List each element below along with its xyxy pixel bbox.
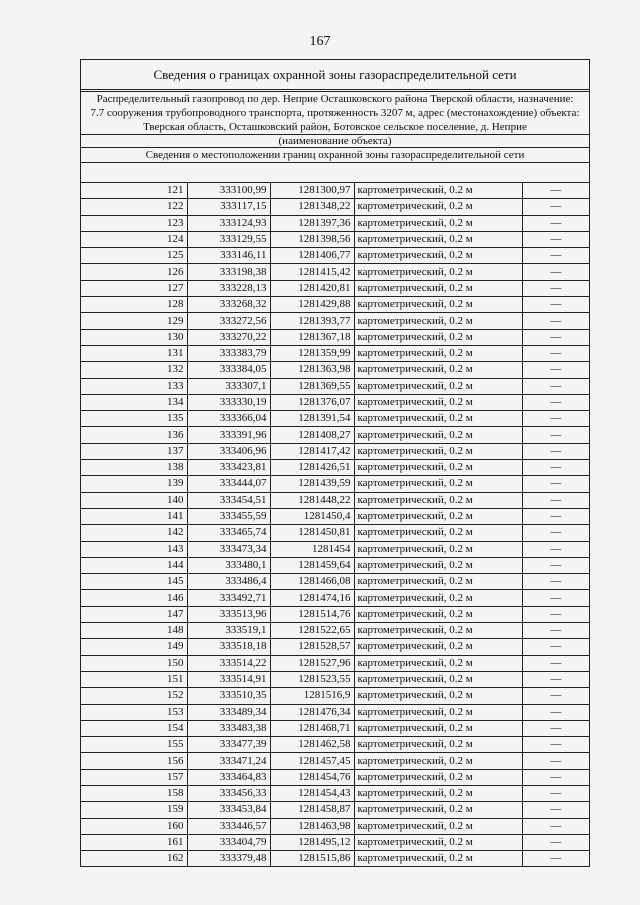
x-coordinate: 333198,38	[187, 264, 270, 280]
point-number: 161	[81, 834, 187, 850]
x-coordinate: 333129,55	[187, 231, 270, 247]
table-row	[81, 737, 589, 753]
accuracy-method: картометрический, 0.2 м	[354, 802, 522, 818]
y-coordinate: 1281457,45	[270, 753, 354, 769]
error-value: —	[522, 427, 589, 443]
accuracy-method: картометрический, 0.2 м	[354, 460, 522, 476]
table-row	[81, 492, 589, 508]
error-value: —	[522, 264, 589, 280]
error-value: —	[522, 411, 589, 427]
table-row	[81, 476, 589, 492]
point-number: 140	[81, 492, 187, 508]
y-coordinate: 1281523,55	[270, 671, 354, 687]
table-row	[81, 655, 589, 671]
table-row	[81, 329, 589, 345]
point-number: 135	[81, 411, 187, 427]
point-number: 132	[81, 362, 187, 378]
error-value: —	[522, 231, 589, 247]
accuracy-method: картометрический, 0.2 м	[354, 818, 522, 834]
y-coordinate: 1281426,51	[270, 460, 354, 476]
error-value: —	[522, 215, 589, 231]
accuracy-method: картометрический, 0.2 м	[354, 264, 522, 280]
table-row	[81, 851, 589, 867]
description-line: Распределительный газопровод по дер. Неприе Осташковского района Тверской области, назначение:	[96, 93, 574, 105]
x-coordinate: 333486,4	[187, 574, 270, 590]
point-number: 139	[81, 476, 187, 492]
y-coordinate: 1281514,76	[270, 606, 354, 622]
y-coordinate: 1281454	[270, 541, 354, 557]
table-row	[81, 313, 589, 329]
accuracy-method: картометрический, 0.2 м	[354, 362, 522, 378]
error-value: —	[522, 671, 589, 687]
x-coordinate: 333510,35	[187, 688, 270, 704]
point-number: 146	[81, 590, 187, 606]
point-number: 133	[81, 378, 187, 394]
error-value: —	[522, 362, 589, 378]
x-coordinate: 333465,74	[187, 525, 270, 541]
x-coordinate: 333384,05	[187, 362, 270, 378]
error-value: —	[522, 590, 589, 606]
y-coordinate: 1281391,54	[270, 411, 354, 427]
point-number: 126	[81, 264, 187, 280]
table-row	[81, 215, 589, 231]
section-title: Сведения о местоположении границ охранной зоны газораспределительной сети	[81, 148, 589, 163]
table-row	[81, 199, 589, 215]
description-line: Тверская область, Осташковский район, Ботовское сельское поселение, д. Неприе	[143, 121, 527, 133]
point-number: 160	[81, 818, 187, 834]
table-row	[81, 557, 589, 573]
point-number: 144	[81, 557, 187, 573]
table-row	[81, 394, 589, 410]
error-value: —	[522, 851, 589, 867]
accuracy-method: картометрический, 0.2 м	[354, 606, 522, 622]
y-coordinate: 1281420,81	[270, 280, 354, 296]
table-row	[81, 720, 589, 736]
x-coordinate: 333514,22	[187, 655, 270, 671]
accuracy-method: картометрический, 0.2 м	[354, 590, 522, 606]
x-coordinate: 333270,22	[187, 329, 270, 345]
y-coordinate: 1281300,97	[270, 183, 354, 199]
accuracy-method: картометрический, 0.2 м	[354, 851, 522, 867]
x-coordinate: 333307,1	[187, 378, 270, 394]
point-number: 127	[81, 280, 187, 296]
accuracy-method: картометрический, 0.2 м	[354, 623, 522, 639]
x-coordinate: 333272,56	[187, 313, 270, 329]
error-value: —	[522, 443, 589, 459]
accuracy-method: картометрический, 0.2 м	[354, 199, 522, 215]
accuracy-method: картометрический, 0.2 м	[354, 329, 522, 345]
error-value: —	[522, 378, 589, 394]
x-coordinate: 333464,83	[187, 769, 270, 785]
y-coordinate: 1281466,08	[270, 574, 354, 590]
table-row	[81, 623, 589, 639]
x-coordinate: 333453,84	[187, 802, 270, 818]
x-coordinate: 333455,59	[187, 508, 270, 524]
x-coordinate: 333446,57	[187, 818, 270, 834]
y-coordinate: 1281348,22	[270, 199, 354, 215]
table-row	[81, 834, 589, 850]
y-coordinate: 1281450,4	[270, 508, 354, 524]
object-description	[81, 92, 589, 135]
accuracy-method: картометрический, 0.2 м	[354, 313, 522, 329]
accuracy-method: картометрический, 0.2 м	[354, 378, 522, 394]
point-number: 129	[81, 313, 187, 329]
table-row	[81, 574, 589, 590]
accuracy-method: картометрический, 0.2 м	[354, 297, 522, 313]
error-value: —	[522, 623, 589, 639]
error-value: —	[522, 394, 589, 410]
y-coordinate: 1281527,96	[270, 655, 354, 671]
table-row	[81, 508, 589, 524]
x-coordinate: 333473,34	[187, 541, 270, 557]
point-number: 159	[81, 802, 187, 818]
x-coordinate: 333471,24	[187, 753, 270, 769]
table-row	[81, 280, 589, 296]
y-coordinate: 1281454,43	[270, 785, 354, 801]
x-coordinate: 333404,79	[187, 834, 270, 850]
y-coordinate: 1281415,42	[270, 264, 354, 280]
accuracy-method: картометрический, 0.2 м	[354, 525, 522, 541]
accuracy-method: картометрический, 0.2 м	[354, 639, 522, 655]
x-coordinate: 333519,1	[187, 623, 270, 639]
y-coordinate: 1281369,55	[270, 378, 354, 394]
error-value: —	[522, 606, 589, 622]
accuracy-method: картометрический, 0.2 м	[354, 737, 522, 753]
x-coordinate: 333100,99	[187, 183, 270, 199]
point-number: 130	[81, 329, 187, 345]
accuracy-method: картометрический, 0.2 м	[354, 427, 522, 443]
y-coordinate: 1281515,86	[270, 851, 354, 867]
error-value: —	[522, 785, 589, 801]
x-coordinate: 333228,13	[187, 280, 270, 296]
error-value: —	[522, 753, 589, 769]
accuracy-method: картометрический, 0.2 м	[354, 476, 522, 492]
error-value: —	[522, 557, 589, 573]
table-row	[81, 525, 589, 541]
point-number: 145	[81, 574, 187, 590]
point-number: 143	[81, 541, 187, 557]
y-coordinate: 1281522,65	[270, 623, 354, 639]
x-coordinate: 333483,38	[187, 720, 270, 736]
point-number: 137	[81, 443, 187, 459]
error-value: —	[522, 639, 589, 655]
x-coordinate: 333454,51	[187, 492, 270, 508]
error-value: —	[522, 720, 589, 736]
point-number: 154	[81, 720, 187, 736]
accuracy-method: картометрический, 0.2 м	[354, 671, 522, 687]
error-value: —	[522, 802, 589, 818]
x-coordinate: 333379,48	[187, 851, 270, 867]
point-number: 156	[81, 753, 187, 769]
coordinates-table	[81, 183, 589, 866]
x-coordinate: 333366,04	[187, 411, 270, 427]
point-number: 142	[81, 525, 187, 541]
point-number: 138	[81, 460, 187, 476]
table-row	[81, 769, 589, 785]
point-number: 162	[81, 851, 187, 867]
x-coordinate: 333391,96	[187, 427, 270, 443]
y-coordinate: 1281463,98	[270, 818, 354, 834]
error-value: —	[522, 688, 589, 704]
y-coordinate: 1281454,76	[270, 769, 354, 785]
point-number: 147	[81, 606, 187, 622]
table-row	[81, 802, 589, 818]
document-title: Сведения о границах охранной зоны газораспределительной сети	[81, 60, 589, 90]
accuracy-method: картометрический, 0.2 м	[354, 280, 522, 296]
accuracy-method: картометрический, 0.2 м	[354, 443, 522, 459]
table-row	[81, 264, 589, 280]
error-value: —	[522, 655, 589, 671]
error-value: —	[522, 541, 589, 557]
accuracy-method: картометрический, 0.2 м	[354, 541, 522, 557]
error-value: —	[522, 313, 589, 329]
table-row	[81, 785, 589, 801]
x-coordinate: 333444,07	[187, 476, 270, 492]
error-value: —	[522, 834, 589, 850]
header-gap	[81, 163, 589, 183]
accuracy-method: картометрический, 0.2 м	[354, 508, 522, 524]
y-coordinate: 1281417,42	[270, 443, 354, 459]
point-number: 123	[81, 215, 187, 231]
x-coordinate: 333480,1	[187, 557, 270, 573]
y-coordinate: 1281398,56	[270, 231, 354, 247]
point-number: 157	[81, 769, 187, 785]
error-value: —	[522, 574, 589, 590]
x-coordinate: 333423,81	[187, 460, 270, 476]
table-row	[81, 541, 589, 557]
table-row	[81, 606, 589, 622]
y-coordinate: 1281448,22	[270, 492, 354, 508]
table-row	[81, 427, 589, 443]
accuracy-method: картометрический, 0.2 м	[354, 769, 522, 785]
error-value: —	[522, 280, 589, 296]
accuracy-method: картометрический, 0.2 м	[354, 345, 522, 361]
accuracy-method: картометрический, 0.2 м	[354, 834, 522, 850]
y-coordinate: 1281468,71	[270, 720, 354, 736]
accuracy-method: картометрический, 0.2 м	[354, 394, 522, 410]
x-coordinate: 333383,79	[187, 345, 270, 361]
point-number: 141	[81, 508, 187, 524]
accuracy-method: картометрический, 0.2 м	[354, 655, 522, 671]
error-value: —	[522, 492, 589, 508]
table-row	[81, 231, 589, 247]
y-coordinate: 1281367,18	[270, 329, 354, 345]
x-coordinate: 333456,33	[187, 785, 270, 801]
x-coordinate: 333513,96	[187, 606, 270, 622]
x-coordinate: 333477,39	[187, 737, 270, 753]
description-line: 7.7 сооружения трубопроводного транспорта, протяженность 3207 м, адрес (местонахождение) объекта:	[90, 107, 580, 119]
point-number: 128	[81, 297, 187, 313]
point-number: 122	[81, 199, 187, 215]
page-number: 167	[309, 34, 331, 49]
y-coordinate: 1281458,87	[270, 802, 354, 818]
point-number: 148	[81, 623, 187, 639]
x-coordinate: 333268,32	[187, 297, 270, 313]
x-coordinate: 333492,71	[187, 590, 270, 606]
y-coordinate: 1281359,99	[270, 345, 354, 361]
error-value: —	[522, 460, 589, 476]
error-value: —	[522, 769, 589, 785]
error-value: —	[522, 737, 589, 753]
accuracy-method: картометрический, 0.2 м	[354, 704, 522, 720]
y-coordinate: 1281495,12	[270, 834, 354, 850]
accuracy-method: картометрический, 0.2 м	[354, 215, 522, 231]
x-coordinate: 333117,15	[187, 199, 270, 215]
y-coordinate: 1281450,81	[270, 525, 354, 541]
table-row	[81, 378, 589, 394]
error-value: —	[522, 248, 589, 264]
accuracy-method: картометрический, 0.2 м	[354, 785, 522, 801]
y-coordinate: 1281476,34	[270, 704, 354, 720]
point-number: 134	[81, 394, 187, 410]
point-number: 158	[81, 785, 187, 801]
point-number: 149	[81, 639, 187, 655]
x-coordinate: 333146,11	[187, 248, 270, 264]
error-value: —	[522, 704, 589, 720]
accuracy-method: картометрический, 0.2 м	[354, 688, 522, 704]
error-value: —	[522, 476, 589, 492]
point-number: 136	[81, 427, 187, 443]
y-coordinate: 1281397,36	[270, 215, 354, 231]
x-coordinate: 333514,91	[187, 671, 270, 687]
table-row	[81, 345, 589, 361]
accuracy-method: картометрический, 0.2 м	[354, 183, 522, 199]
error-value: —	[522, 199, 589, 215]
x-coordinate: 333518,18	[187, 639, 270, 655]
object-name-caption: (наименование объекта)	[81, 135, 589, 148]
accuracy-method: картометрический, 0.2 м	[354, 574, 522, 590]
accuracy-method: картометрический, 0.2 м	[354, 557, 522, 573]
error-value: —	[522, 345, 589, 361]
table-row	[81, 590, 589, 606]
y-coordinate: 1281462,58	[270, 737, 354, 753]
table-row	[81, 460, 589, 476]
point-number: 124	[81, 231, 187, 247]
accuracy-method: картометрический, 0.2 м	[354, 248, 522, 264]
table-row	[81, 411, 589, 427]
x-coordinate: 333406,96	[187, 443, 270, 459]
y-coordinate: 1281459,64	[270, 557, 354, 573]
table-row	[81, 753, 589, 769]
y-coordinate: 1281429,88	[270, 297, 354, 313]
table-row	[81, 297, 589, 313]
y-coordinate: 1281363,98	[270, 362, 354, 378]
point-number: 131	[81, 345, 187, 361]
error-value: —	[522, 297, 589, 313]
error-value: —	[522, 183, 589, 199]
accuracy-method: картометрический, 0.2 м	[354, 231, 522, 247]
boundary-document	[80, 59, 590, 867]
x-coordinate: 333124,93	[187, 215, 270, 231]
x-coordinate: 333489,34	[187, 704, 270, 720]
accuracy-method: картометрический, 0.2 м	[354, 411, 522, 427]
error-value: —	[522, 525, 589, 541]
x-coordinate: 333330,19	[187, 394, 270, 410]
point-number: 151	[81, 671, 187, 687]
table-row	[81, 183, 589, 199]
table-row	[81, 671, 589, 687]
y-coordinate: 1281406,77	[270, 248, 354, 264]
table-row	[81, 688, 589, 704]
y-coordinate: 1281516,9	[270, 688, 354, 704]
error-value: —	[522, 329, 589, 345]
y-coordinate: 1281408,27	[270, 427, 354, 443]
point-number: 153	[81, 704, 187, 720]
y-coordinate: 1281474,16	[270, 590, 354, 606]
table-row	[81, 818, 589, 834]
point-number: 150	[81, 655, 187, 671]
y-coordinate: 1281393,77	[270, 313, 354, 329]
table-row	[81, 248, 589, 264]
point-number: 155	[81, 737, 187, 753]
error-value: —	[522, 818, 589, 834]
point-number: 152	[81, 688, 187, 704]
y-coordinate: 1281528,57	[270, 639, 354, 655]
y-coordinate: 1281376,07	[270, 394, 354, 410]
point-number: 121	[81, 183, 187, 199]
table-row	[81, 639, 589, 655]
accuracy-method: картометрический, 0.2 м	[354, 720, 522, 736]
y-coordinate: 1281439,59	[270, 476, 354, 492]
table-row	[81, 443, 589, 459]
table-row	[81, 362, 589, 378]
accuracy-method: картометрический, 0.2 м	[354, 753, 522, 769]
accuracy-method: картометрический, 0.2 м	[354, 492, 522, 508]
point-number: 125	[81, 248, 187, 264]
table-row	[81, 704, 589, 720]
error-value: —	[522, 508, 589, 524]
